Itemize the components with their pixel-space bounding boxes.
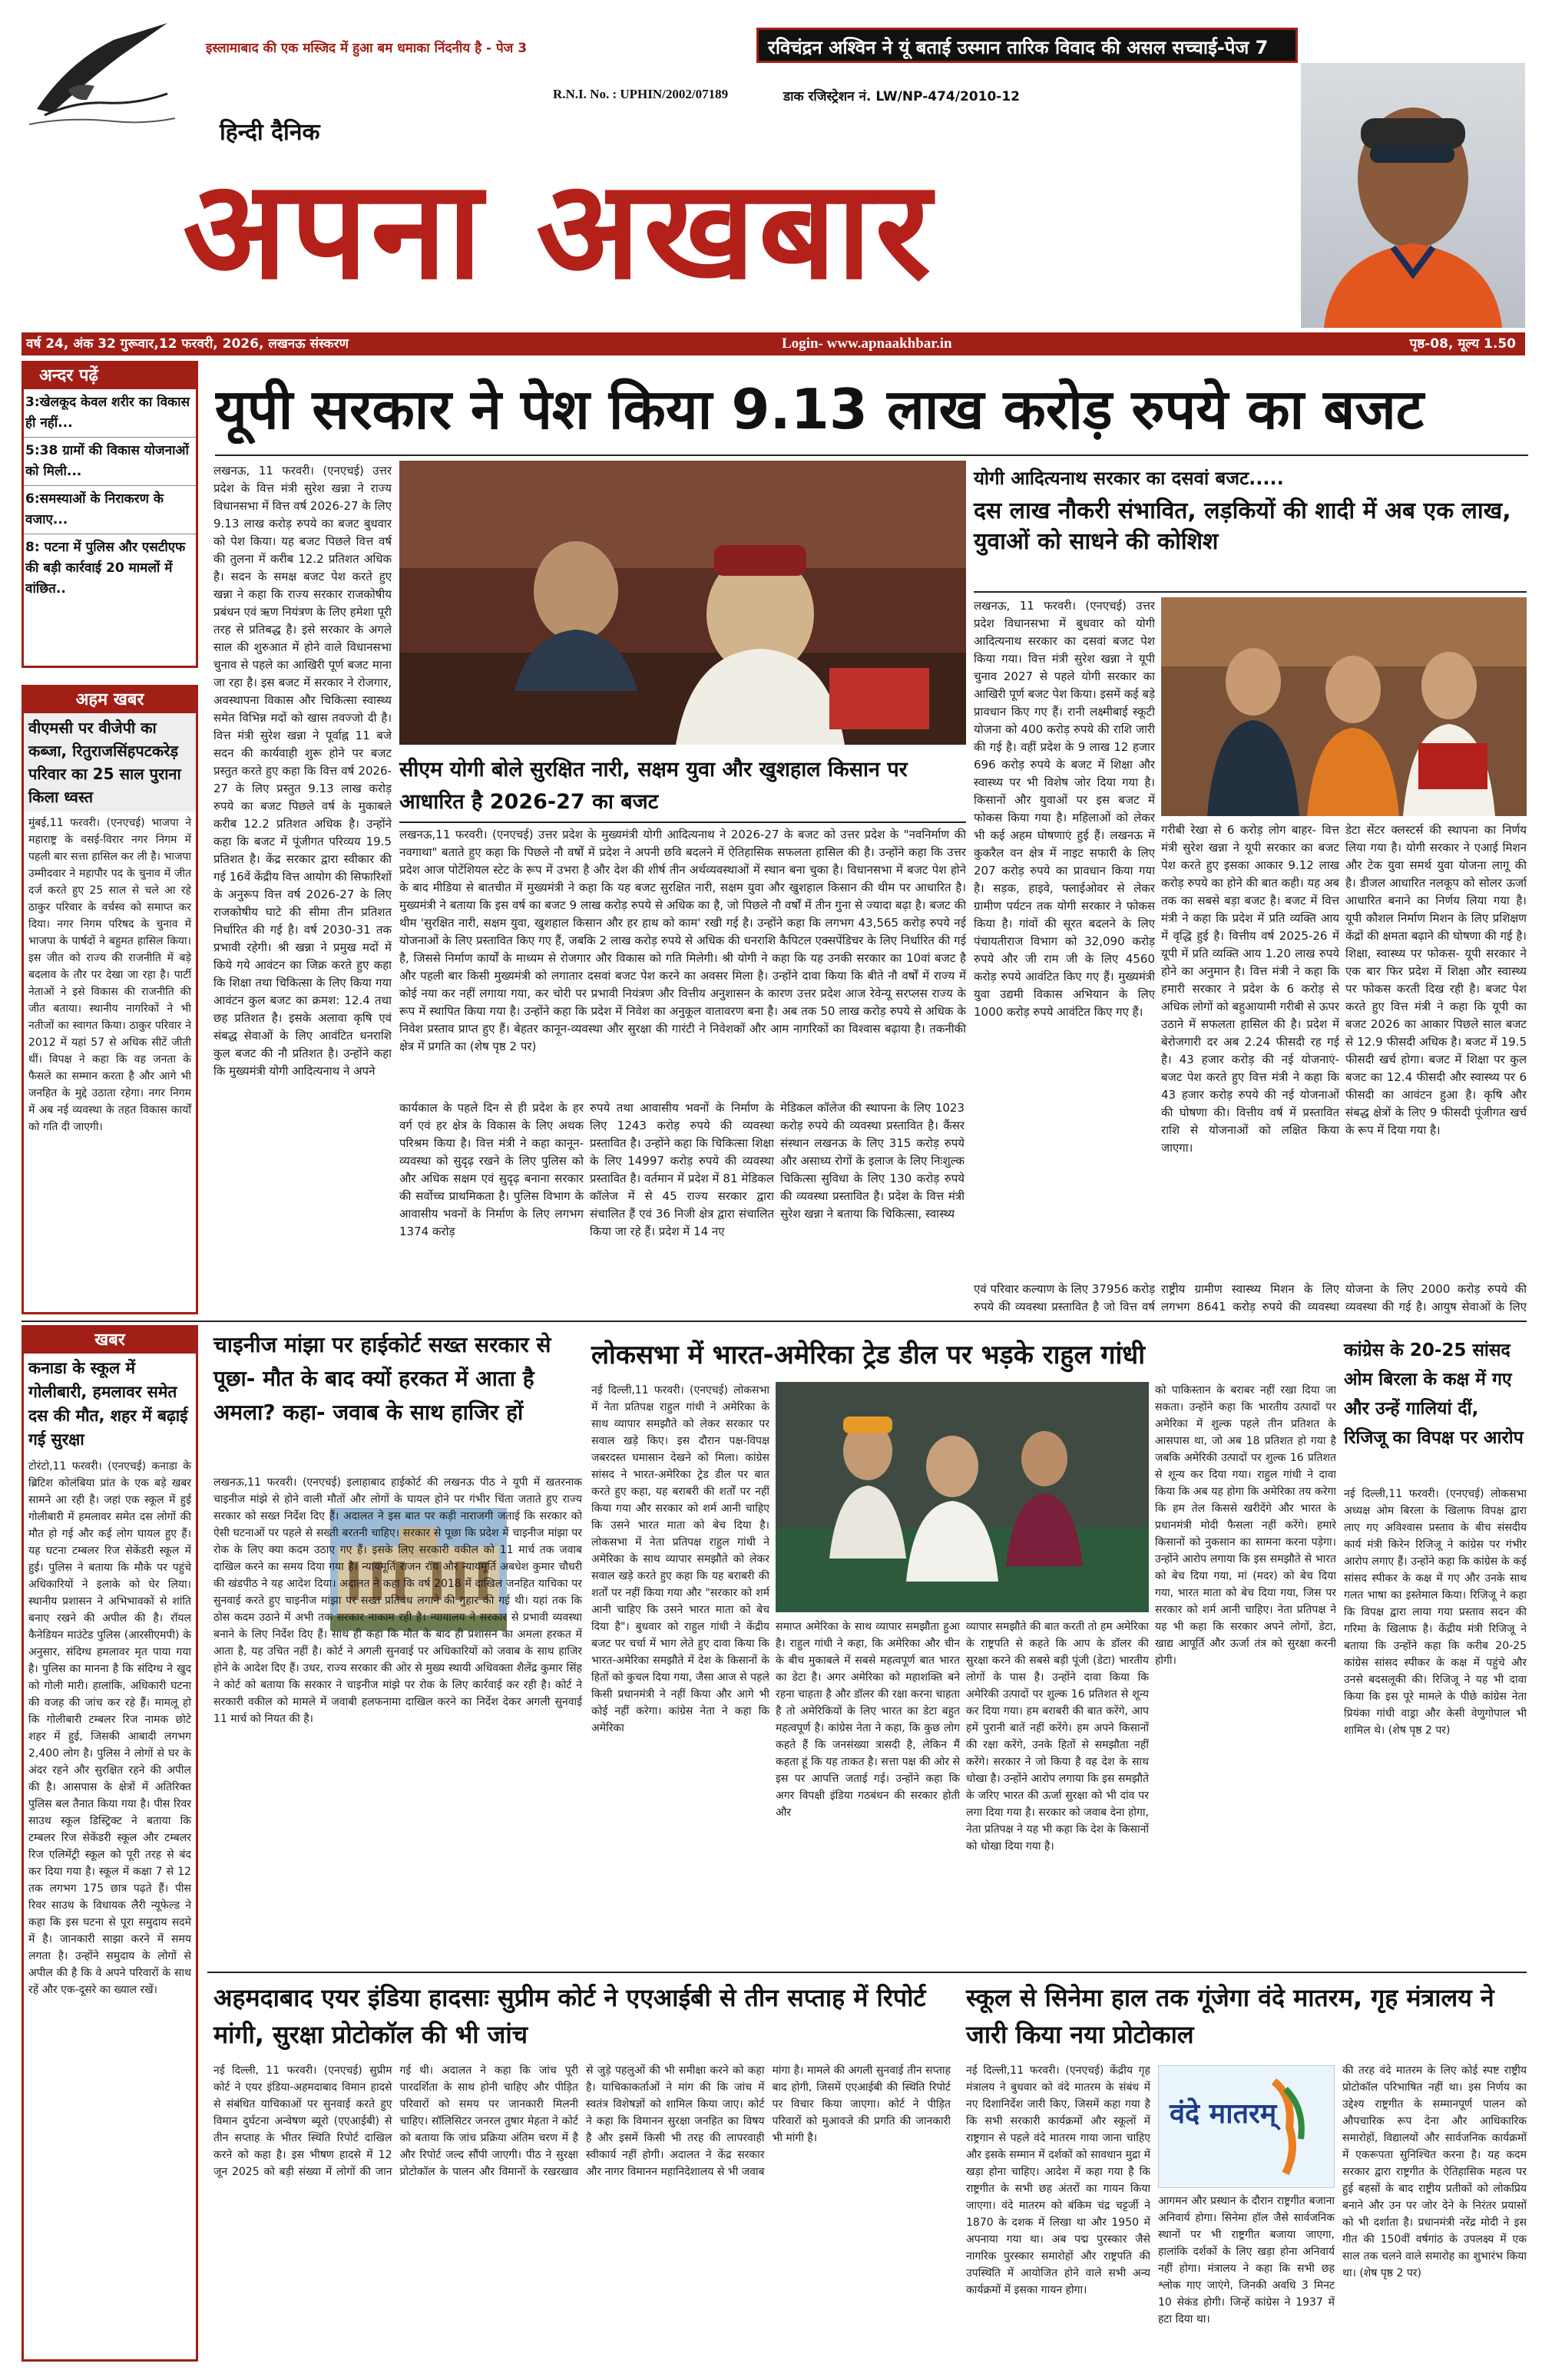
rni-number: R.N.I. No. : UPHIN/2002/07189 bbox=[553, 87, 729, 101]
tagline: हिन्दी दैनिक bbox=[220, 119, 320, 146]
khabar-headline[interactable]: कनाडा के स्कूल में गोलीबारी, हमलावर समेत दस की मौत, शहर में बढ़ाई गई सुरक्षा bbox=[28, 1359, 188, 1449]
cm-story-col-c: मेडिकल कॉलेज की स्थापना के लिए 1023 करोड़ रुपये की व्यवस्था प्रस्तावित है। कैंसर संस्थान लखनऊ के लिए 315 करोड़ रुपये और असाध्य रोगों के इलाज के लिए निःशुल्क चिकित्सा सुविधा के लिए 130 करोड़ रुपये की व्यवस्था प्रस्तावित है। प्रदेश के वित्त मंत्री सुरेश खन्ना ने बताया कि चिकित्सा, स्वास्थ्य bbox=[780, 1101, 965, 1221]
divider bbox=[399, 821, 966, 823]
important-news-box bbox=[22, 685, 198, 1314]
manjha-headline[interactable]: चाइनीज मांझा पर हाईकोर्ट सख्त सरकार से पूछा- मौत के बाद क्यों हरकत में आता है अमला? कहा- जवाब के साथ हाजिर हों bbox=[213, 1332, 551, 1425]
yogi-story-row-2: राष्ट्रीय ग्रामीण स्वास्थ्य मिशन के लिए लगभग 8641 करोड़ रुपये की व्यवस्था bbox=[1161, 1282, 1339, 1314]
rahul-col-3: व्यापार समझौते की बात करती तो हम अमेरिका के राष्ट्रपति से कहते कि आप के डॉलर की सुरक्षा करने की सबसे बड़ी पूंजी (डेटा) भारतीय लोगों के पास है। उन्होंने दावा किया कि अमेरिकी उत्पादों पर शुल्क 16 प्रतिशत से शून्य कर दिया गया। हम बराबरी की बात करेंगे, आप हमें पुरानी बातें नहीं करेंगे। हम अपने किसानों की रक्षा करेंगे, उनके हितों से समझौता नहीं करेंगे। सरकार ने जो किया है वह देश के साथ धोखा है। उन्होंने आरोप लगाया कि इस समझौते के जरिए भारत की ऊर्जा सुरक्षा को भी दांव पर लगा दिया गया है। सरकार को जवाब देना होगा, नेता प्रतिपक्ष ने यह भी कहा कि देश के किसानों को धोखा दिया गया है। bbox=[966, 1621, 1149, 1853]
newspaper-title: अपना अखबार bbox=[183, 150, 935, 309]
vande-body-3: की तरह वंदे मातरम के लिए कोई स्पष्ट राष्ट्रीय प्रोटोकॉल परिभाषित नहीं था। इस निर्णय का उद्देश्य राष्ट्रगीत के सम्मानपूर्ण पालन को औपचारिक रूप देना और आधिकारिक समारोहों, विद्यालयों और सार्वजनिक कार्यक्रमों में एकरूपता सुनिश्चित करना है। यह कदम सरकार द्वारा राष्ट्रगीत के ऐतिहासिक महत्व पर हुई बहसों के बाद राष्ट्रीय प्रतीकों को लोकप्रिय बनाने और उन पर जोर देने के निरंतर प्रयासों को भी दर्शाता है। प्रधानमंत्री नरेंद्र मोदी ने इस गीत की 150वीं वर्षगांठ के उपलक्ष्य में एक साल तक चलने वाले समारोह का शुभारंभ किया था। (शेष पृष्ठ 2 पर) bbox=[1342, 2064, 1527, 2279]
yogi-story-col-1: लखनऊ, 11 फरवरी। (एनएचई) उत्तर प्रदेश विधानसभा में बुधवार को योगी आदित्यनाथ सरकार का दसवां बजट पेश किया गया। वित्त मंत्री सुरेश खन्ना ने यूपी चुनाव 2027 से पहले योगी सरकार का आखिरी पूर्ण बजट पेश किया। इसमें कई बड़े प्रावधान किए गए हैं। रानी लक्ष्मीबाई स्कूटी योजना को 400 करोड़ रुपये की राशि जारी की गई है। वहीं प्रदेश के 9 लाख 12 हजार 696 करोड़ रुपये के बजट में शिक्षा और स्वास्थ्य पर भी विशेष जोर दिया गया है। किसानों और युवाओं पर इस बजट में फोकस किया गया है। महिलाओं को लेकर भी कई अहम घोषणाएं हुई हैं। लखनऊ में कुकरैल वन क्षेत्र में नाइट सफारी के लिए 207 करोड़ रुपये का प्रावधान किया गया है। सड़क, हाइवे, फ्लाईओवर से लेकर ग्रामीण पर्यटन तक योगी सरकार ने फोकस किया है। गांवों की सूरत बदलने के लिए पंचायतीराज विभाग को 32,090 करोड़ रुपये और जी राम जी के लिए 4560 करोड़ रुपये आवंटित किए गए हैं। मुख्यमंत्री युवा उद्यमी विकास अभियान के लिए 1000 करोड़ रुपये आवंटित किए गए हैं। bbox=[974, 599, 1155, 1019]
important-news-headline[interactable]: वीएमसी पर वीजेपी का कब्जा, रितुराजसिंहपटकरेड़ परिवार का 25 साल पुराना किला ध्वस्त bbox=[24, 713, 196, 812]
inside-item[interactable]: 5:38 ग्रामों की विकास योजनाओं को मिली... bbox=[24, 438, 196, 486]
postal-registration: डाक रजिस्ट्रेशन नं. LW/NP-474/2010-12 bbox=[783, 89, 1020, 104]
yogi-story-headline[interactable]: दस लाख नौकरी संभावित, लड़कियों की शादी में अब एक लाख, युवाओं को साधने की कोशिश bbox=[974, 497, 1511, 555]
page-price: पृष्ठ-08, मूल्य 1.50 bbox=[1409, 336, 1516, 352]
vande-body-1: नई दिल्ली,11 फरवरी। (एनएचई) केंद्रीय गृह मंत्रालय ने बुधवार को वंदे मातरम के संबंध में नए दिशानिर्देश जारी किए, जिसमें कहा गया है कि सभी सरकारी कार्यक्रमों और स्कूलों में राष्ट्रगान से पहले वंदे मातरम गाया जाना चाहिए और इसके सम्मान में दर्शकों को सावधान मुद्रा में खड़ा होना चाहिए। आदेश में कहा गया है कि राष्ट्रगीत के सभी छह अंतरों का गायन किया जाएगा। वंदे मातरम को बंकिम चंद्र चट्टर्जी ने 1870 के दशक में लिखा था और 1950 में अपनाया गया था। अब पद्म पुरस्कार जैसे नागरिक पुरस्कार समारोहों और राष्ट्रपति की उपस्थिति में आयोजित होने वाले सभी अन्य कार्यक्रमों में इसका गायन होगा। bbox=[966, 2064, 1150, 2296]
lead-headline[interactable]: यूपी सरकार ने पेश किया 9.13 लाख करोड़ रुपये का बजट bbox=[215, 377, 1425, 441]
cm-story-col-a: कार्यकाल के पहले दिन से ही प्रदेश के हर वर्ग एवं हर क्षेत्र के विकास के लिए अथक परिश्रम किया है। वित्त मंत्री ने कहा कानून-व्यवस्था को सुदृढ़ रखने के लिए पुलिस को और अधिक सक्षम एवं सुदृढ़ बनाना सरकार की सर्वोच्च प्राथमिकता है। पुलिस विभाग के आवासीय भवनों के निर्माण के लिए लगभग 1374 करोड़ bbox=[399, 1101, 584, 1238]
divider bbox=[22, 1321, 1527, 1322]
rahul-col-2: समाप्त अमेरिका के साथ व्यापार समझौता हुआ है। राहुल गांधी ने कहा, कि अमेरिका और चीन के बीच मुकाबले में सबसे महत्वपूर्ण बात भारत का डेटा है। अगर अमेरिका को महाशक्ति बने रहना चाहता है और डॉलर की रक्षा करना चाहता है तो अमेरिकियों के लिए भारत का डेटा बहुत महत्वपूर्ण है। कांग्रेस नेता ने कहा, कि कुछ लोग कहते हैं कि जनसंख्या त्रासदी है, लेकिन मैं कहता हूं कि यह ताकत है। सत्ता पक्ष की ओर से इस पर आपत्ति जताई गई। उन्होंने कहा कि अगर विपक्षी इंडिया गठबंधन की सरकार होती और bbox=[776, 1621, 960, 1819]
yogi-story-kicker: योगी आदित्यनाथ सरकार का दसवां बजट..... bbox=[974, 468, 1284, 489]
rahul-headline[interactable]: लोकसभा में भारत-अमेरिका ट्रेड डील पर भड़के राहुल गांधी bbox=[591, 1340, 1146, 1370]
photo-caption: सीएम योगी बोले सुरक्षित नारी, सक्षम युवा और खुशहाल किसान पर आधारित है 2026-27 का बजट bbox=[399, 758, 908, 814]
inside-item[interactable]: 6:समस्याओं के निराकरण के वजाए... bbox=[24, 486, 196, 534]
budget-session-photo bbox=[399, 461, 966, 745]
vande-logo-text: वंदे मातरम् bbox=[1170, 2098, 1277, 2130]
khabar-box bbox=[22, 1325, 198, 2362]
lead-body: लखनऊ, 11 फरवरी। (एनएचई) उत्तर प्रदेश के वित्त मंत्री सुरेश खन्ना ने राज्य विधानसभा में वित्त वर्ष 2026-27 के लिए 9.13 लाख करोड़ रुपये का बजट बुधवार को पेश किया। यह बजट पिछले वित्त वर्ष की तुलना में करीब 12.2 प्रतिशत अधिक है। सदन के समक्ष बजट पेश करते हुए खन्ना ने कहा कि राज्य सरकार राजकोषीय प्रबंधन एवं ऋण नियंत्रण के लिए हमेशा पूरी तरह से प्रतिबद्ध है। इसे सरकार के अगले साल की शुरुआत में होने वाले विधानसभा चुनाव से पहले का आखिरी पूर्ण बजट माना जा रहा है। इस बजट में सरकार ने रोजगार, अवस्थापना विकास और चिकित्सा स्वास्थ्य समेत विभिन्न मदों को खास तवज्जो दी है। वित्त मंत्री सुरेश खन्ना ने पूर्वाह्न 11 बजे सदन की कार्यवाही शुरू होने पर बजट प्रस्तुत करते हुए कहा कि वित्त वर्ष 2026-27 के लिए प्रस्तुत 9.13 लाख करोड़ रुपये का बजट पिछले वर्ष के मुकाबले करीब 12.2 प्रतिशत अधिक है। उन्होंने कहा कि बजट में पूंजीगत परिव्यय 19.5 प्रतिशत है। केंद्र सरकार द्वारा स्वीकार की गई 16वें केंद्रीय वित्त आयोग की सिफारिशों के अनुरूप वित्त वर्ष 2026-27 के लिए राजकोषीय घाटे की सीमा तीन प्रतिशत निर्धारित की गई है। वर्ष 2030-31 तक प्रभावी रहेगी। श्री खन्ना ने प्रमुख मदों में किये गये आवंटन का जिक्र करते हुए कहा कि शिक्षा तथा चिकित्सा के लिए किया गया आवंटन कुल बजट का क्रमश: 12.4 तथा छह प्रतिशत है। इसके अलावा कृषि एवं संबद्ध सेवाओं के लिए आवंटित धनराशि कुल बजट की नौ प्रतिशत है। उन्होंने कहा कि मुख्यमंत्री योगी आदित्यनाथ ने अपने bbox=[213, 464, 392, 1078]
vande-body-2: आगमन और प्रस्थान के दौरान राष्ट्रगीत बजाना अनिवार्य होगा। सिनेमा हॉल जैसे सार्वजनिक स्थानों पर भी राष्ट्रगीत बजाया जाएगा, हालांकि दर्शकों के लिए खड़ा होना अनिवार्य नहीं होगा। मंत्रालय ने कहा कि सभी छह श्लोक गाए जाएंगे, जिनकी अवधि 3 मिनट 10 सेकंड होगी। जिन्हें कांग्रेस ने 1937 में हटा दिया था। bbox=[1158, 2195, 1335, 2325]
yogi-budget-photo bbox=[1161, 597, 1527, 816]
pen-hand-logo-icon bbox=[22, 17, 183, 132]
om-birla-headline[interactable]: कांग्रेस के 20-25 सांसद ओम बिरला के कक्ष में गए और उन्हें गालियां दीं, रिजिजू का विपक्ष पर आरोप bbox=[1344, 1340, 1524, 1448]
yogi-story-row-3: योजना के लिए 2000 करोड़ रुपये की व्यवस्था की गई है। आयुष सेवाओं के लिए bbox=[1345, 1282, 1527, 1314]
inside-box bbox=[22, 361, 198, 668]
teaser-right[interactable]: रविचंद्रन अश्विन ने यूं बताई उस्मान तारिक विवाद की असल सच्चाई-पेज 7 bbox=[756, 28, 1298, 63]
rahul-col-1: नई दिल्ली,11 फरवरी। (एनएचई) लोकसभा में नेता प्रतिपक्ष राहुल गांधी ने अमेरिका के साथ व्यापार समझौते को लेकर सरकार पर सवाल खड़े किए। इस दौरान पक्ष-विपक्ष जबरदस्त घमासान देखने को मिला। कांग्रेस सांसद ने भारत-अमेरिका ट्रेड डील पर बात करते हुए कहा, यह बराबरी की शर्तों पर नहीं किया गया और सरकार को शर्म आनी चाहिए कि उसने भारत माता को बेच दिया है। लोकसभा में नेता प्रतिपक्ष राहुल गांधी ने अमेरिका के साथ व्यापार समझौते को लेकर सवाल खड़े करते हुए कहा कि यह बराबरी की शर्तों पर नहीं किया गया और "सरकार को शर्म आनी चाहिए कि उसने भारत माता को बेच दिया है"। बुधवार को राहुल गांधी ने केंद्रीय बजट पर चर्चा में भाग लेते हुए दावा किया कि भारत-अमेरिका समझौते में देश के किसानों के हितों को कुचल दिया गया, जैसा आज से पहले किसी प्रधानमंत्री ने नहीं किया और आगे भी कोई नहीं करेगा। कांग्रेस नेता ने कहा कि अमेरिका bbox=[591, 1384, 769, 1734]
vande-mataram-logo bbox=[1158, 2065, 1335, 2188]
issue-info: वर्ष 24, अंक 32 गुरूवार,12 फरवरी, 2026, लखनऊ संस्करण bbox=[26, 336, 349, 352]
air-india-headline[interactable]: अहमदाबाद एयर इंडिया हादसाः सुप्रीम कोर्ट ने एएआईबी से तीन सप्ताह में रिपोर्ट मांगी, सुरक्षा प्रोटोकॉल की भी जांच bbox=[213, 1983, 926, 2049]
yogi-story-row-1: एवं परिवार कल्याण के लिए 37956 करोड़ रुपये की व्यवस्था प्रस्तावित है जो वित्त वर्ष bbox=[974, 1282, 1155, 1314]
teaser-left[interactable]: इस्लामाबाद की एक मस्जिद में हुआ बम धमाका निंदनीय है - पेज 3 bbox=[206, 41, 528, 56]
air-india-body: नई दिल्ली, 11 फरवरी। (एनएचई) सुप्रीम कोर्ट ने एयर इंडिया-अहमदाबाद विमान हादसे से संबंधित याचिकाओं पर सुनवाई करते हुए विमान दुर्घटना अन्वेषण ब्यूरो (एएआईबी) से तीन सप्ताह के भीतर स्थिति रिपोर्ट दाखिल करने को कहा है। इस भीषण हादसे में 12 जून 2025 को बड़ी संख्या में लोगों की जान गई थी। अदालत ने कहा कि जांच पूरी पारदर्शिता के साथ होनी चाहिए और पीड़ित परिवारों को समय पर जानकारी मिलनी चाहिए। सॉलिसिटर जनरल तुषार मेहता ने कोर्ट को बताया कि जांच प्रक्रिया अंतिम चरण में है और रिपोर्ट जल्द सौंपी जाएगी। पीठ ने सुरक्षा प्रोटोकॉल के पालन और विमानों के रखरखाव से जुड़े पहलुओं की भी समीक्षा करने को कहा है। याचिकाकर्ताओं ने मांग की कि जांच में स्वतंत्र विशेषज्ञों को शामिल किया जाए। कोर्ट ने कहा कि विमानन सुरक्षा जनहित का विषय है और इसमें किसी भी तरह की लापरवाही स्वीकार्य नहीं होगी। अदालत ने केंद्र सरकार और नागर विमानन महानिदेशालय से भी जवाब मांगा है। मामले की अगली सुनवाई तीन सप्ताह बाद होगी, जिसमें एएआईबी की स्थिति रिपोर्ट पर विचार किया जाएगा। कोर्ट ने पीड़ित परिवारों को मुआवजे की प्रगति की जानकारी भी मांगी है। bbox=[213, 2064, 951, 2178]
inside-heading: अन्दर पढ़ें bbox=[24, 363, 196, 389]
ashwin-photo bbox=[1301, 63, 1525, 328]
vande-mataram-headline[interactable]: स्कूल से सिनेमा हाल तक गूंजेगा वंदे मातरम, गृह मंत्रालय ने जारी किया नया प्रोटोकाल bbox=[966, 1983, 1494, 2049]
cm-story-body: लखनऊ,11 फरवरी। (एनएचई) उत्तर प्रदेश के मुख्यमंत्री योगी आदित्यनाथ ने 2026-27 के बजट को उत्तर प्रदेश के "नवनिर्माण की नवगाथा" बताते हुए कहा कि पिछले नौ वर्षों में प्रदेश ने अपनी छवि बदलने में ऐतिहासिक सफलता हासिल की है। उन्होंने कहा कि उत्तर प्रदेश आज पोटेंशियल स्टेट के रूप में उभरा है और देश की शीर्ष तीन अर्थव्यवस्थाओं में स्थान बना चुका है। विधानसभा में बजट पेश होने के बाद मीडिया से बातचीत में मुख्यमंत्री ने कहा कि यह बजट सुरक्षित नारी, सक्षम युवा और खुशहाल किसान की थीम पर आधारित है। मुख्यमंत्री ने बताया कि इस वर्ष का बजट 9 लाख करोड़ रुपये से अधिक का है, जो पिछले नौ वर्षों में तीन गुना से ज्यादा बढ़ा है। बजट की थीम 'सुरक्षित नारी, सक्षम युवा, खुशहाल किसान और हर हाथ को काम' रखी गई है। उन्होंने कहा कि लगभग 43,565 करोड़ रुपये नई योजनाओं के लिए प्रस्तावित किए गए हैं, जबकि 2 लाख करोड़ रुपये से अधिक की धनराशि कैपिटल एक्सपेंडिचर के लिए निर्धारित की गई है, जिससे निर्माण कार्यों के माध्यम से रोजगार और विकास को गति मिलेगी। श्री योगी ने कहा कि यह उनकी सरकार का 10वां बजट है और पहली बार किसी मुख्यमंत्री को लगातार दसवां बजट पेश करने का अवसर मिला है। उन्होंने दावा किया कि बीते नौ वर्षों में राज्य में कोई नया कर नहीं लगाया गया, कर चोरी पर प्रभावी नियंत्रण और वित्तीय अनुशासन के कारण उत्तर प्रदेश आज रेवेन्यू सरप्लस राज्य के रूप में स्थापित किया गया है। उन्होंने कहा कि प्रदेश में निवेश का अनुकूल वातावरण बना है। अब तक 50 लाख करोड़ रुपये से अधिक के निवेश प्रस्ताव प्राप्त हुए हैं। बेहतर कानून-व्यवस्था और सुरक्षा की गारंटी ने निवेशकों और आम नागरिकों का विश्वास बढ़ाया है। तकनीकी क्षेत्र में प्रगति का (शेष पृष्ठ 2 पर) bbox=[399, 828, 966, 1053]
important-news-body: मुंबई,11 फरवरी। (एनएचई) भाजपा ने महाराष्ट्र के वसई-विरार नगर निगम में पहली बार सत्ता हासिल कर ली है। भाजपा उम्मीदवार ने महापौर पद के चुनाव में जीत दर्ज करते हुए 25 साल से चले आ रहे ठाकुर परिवार के वर्चस्व को समाप्त कर दिया। नगर निगम परिषद के चुनाव में भाजपा के पार्षदों ने बहुमत हासिल किया। इस जीत को राज्य की राजनीति में बड़े बदलाव के तौर पर देखा जा रहा है। पार्टी नेताओं ने इसे विकास की राजनीति की जीत बताया। स्थानीय नागरिकों ने भी नतीजों का स्वागत किया। ठाकुर परिवार ने 2012 में यहां 57 से अधिक सीटें जीती थीं। विपक्ष ने कहा कि वह जनता के फैसले का सम्मान करता है और आगे भी जनहित के मुद्दे उठाता रहेगा। नगर निगम में अब नई व्यवस्था के तहत विकास कार्यों को गति दी जाएगी। bbox=[28, 817, 191, 1133]
cm-story-col-b: रुपये तथा आवासीय भवनों के निर्माण के लिए 1243 करोड़ रुपये की व्यवस्था प्रस्तावित है। उन्होंने कहा कि चिकित्सा शिक्षा के लिए 14997 करोड़ रुपये की व्यवस्था प्रस्तावित है। वर्तमान में प्रदेश में 81 मेडिकल कॉलेज में से 45 राज्य सरकार द्वारा संचालित हैं एवं 36 निजी क्षेत्र द्वारा संचालित किया जा रहे हैं। प्रदेश में 14 नए bbox=[590, 1101, 774, 1238]
inside-item[interactable]: 8: पटना में पुलिस और एसटीएफ की बड़ी कार्रवाई 20 मामलों में वांछित.. bbox=[25, 540, 186, 597]
khabar-body: टोरंटो,11 फरवरी। (एनएचई) कनाडा के ब्रिटिश कोलंबिया प्रांत के एक बड़े खबर सामने आ रही है। जहां एक स्कूल में हुई गोलीबारी में हमलावर समेत दस लोगों की मौत हो गई और कई लोग घायल हुए हैं। यह घटना टम्बलर रिज सेकेंडरी स्कूल में हुई। पुलिस ने बताया कि मौके पर पहुंचे अधिकारियों ने इलाके को घेर लिया। स्थानीय प्रशासन ने अभिभावकों से शांति बनाए रखने की अपील की है। रॉयल कैनेडियन माउंटेड पुलिस (आरसीएमपी) के अनुसार, संदिग्ध हमलावर मृत पाया गया है। पुलिस का मानना है कि संदिग्ध ने खुद को गोली मारी। हालांकि, अधिकारी घटना की वजह की जांच कर रहे हैं। मामलू हो कि गोलीबारी टम्बलर रिज नामक छोटे शहर में हुई, जिसकी आबादी लगभग 2,400 लोग है। पुलिस ने लोगों से घर के अंदर रहने और सुरक्षित रहने की अपील की है। आसपास के क्षेत्रों में अतिरिक्त पुलिस बल तैनात किया गया है। पीस रिवर साउथ स्कूल डिस्ट्रिक्ट ने बताया कि टम्बलर रिज सेकेंडरी स्कूल और टम्बलर रिज एलिमेंट्री स्कूल को पूरी तरह से बंद कर दिया गया है। स्कूल में कक्षा 7 से 12 तक लगभग 175 छात्र पढ़ते हैं। पीस रिवर साउथ के विधायक लैरी न्यूफेल्ड ने कहा कि इस घटना से पूरा समुदाय सदमे में है। जानकारी साझा करने में समय लगता है। उन्होंने समुदाय के लोगों से अपील की है कि वे अपने परिवारों के साथ रहें और एक-दूसरे का ख्याल रखें। bbox=[28, 1460, 191, 1996]
yogi-story-col-3: डेटा सेंटर क्लस्टर्स की स्थापना का निर्णय लिया गया है। योगी सरकार ने एआई मिशन और टेक युवा समर्थ युवा योजना लागू की है। डीजल आधारित नलकूप को सोलर ऊर्जा आधारित बनाने का निर्णय लिया गया है। यूपी कौशल निर्माण मिशन के लिए प्रशिक्षण केंद्रों की क्षमता बढ़ाने की घोषणा की गई है। शिक्षा, स्वास्थ्य पर फोकस- यूपी सरकार ने एक बार फिर प्रदेश में शिक्षा और स्वास्थ्य पर फोकस करती दिख रही है। बजट पेश करते हुए वित्त मंत्री ने कहा कि यूपी का बजट 2026 का आकार पिछले साल बजट से 12.9 फीसदी अधिक है। बजट में 19.5 फीसदी खर्च होगा। बजट में शिक्षा पर कुल बजट का 12.4 फीसदी और स्वास्थ्य पर 6 फीसदी का आवंटन हुआ है। कृषि और संबद्ध क्षेत्रों के लिए 9 फीसदी पूंजीगत खर्च के रूप में दिया गया है। bbox=[1345, 823, 1527, 1137]
inside-item[interactable]: 3:खेलकूद केवल शरीर का विकास ही नहीं... bbox=[24, 389, 196, 438]
important-news-heading: अहम खबर bbox=[24, 687, 196, 713]
divider bbox=[207, 1972, 1527, 1973]
divider bbox=[215, 455, 1528, 456]
yogi-story-col-2: गरीबी रेखा से 6 करोड़ लोग बाहर- वित्त मंत्री सुरेश खन्ना ने यूपी सरकार का बजट पेश करते हुए इसका आकार 9.12 लाख करोड़ रुपये का होने की बात कही। यह अब तक का सबसे बड़ा बजट है। बजट में वित्त मंत्री ने कहा कि प्रदेश में प्रति व्यक्ति आय में वृद्धि हुई है। वित्तीय वर्ष 2025-26 में यूपी में प्रति व्यक्ति आय 1.20 लाख रुपये होने का अनुमान है। वित्त मंत्री ने कहा कि हमारी सरकार ने प्रदेश के 6 करोड़ से अधिक लोगों को बहुआयामी गरीबी से ऊपर उठाने में सफलता हासिल की है। प्रदेश में बेरोजगारी दर अब 2.24 फीसदी रह गई है। 43 हजार करोड़ की नई योजनाएं- बजट पेश करते हुए वित्त मंत्री ने कहा कि 43 हजार करोड़ रुपये की नई योजनाओं की घोषणा की। वित्तीय वर्ष में प्रस्तावित राशि से योजनाओं को लक्षित किया जाएगा। bbox=[1161, 823, 1339, 1155]
khabar-heading: खबर bbox=[24, 1327, 196, 1354]
manjha-body: लखनऊ,11 फरवरी। (एनएचई) इलाहाबाद हाईकोर्ट की लखनऊ पीठ ने यूपी में खतरनाक चाइनीज मांझे से होने वाली मौतों और लोगों के घायल होने पर गंभीर चिंता जताते हुए राज्य सरकार को सख्त निर्देश दिए हैं। अदालत ने इस बात पर कड़ी नाराजगी जताई कि सरकार को ऐसी घटनाओं पर पहले से सख्ती बरतनी चाहिए। सरकार से पूछा कि प्रदेश में चाइनीज मांझा पर रोक के लिए क्या कदम उठाए गए हैं। इसके लिए सरकारी वकील को 11 मार्च तक जवाब दाखिल करने का समय दिया गया है। न्यायमूर्ति राजन रॉय और न्यायमूर्ति अबधेश कुमार चौधरी की खंडपीठ ने यह आदेश दिया। अदालत ने कहा कि वर्ष 2018 में दाखिल जनहित याचिका पर सुनवाई करते हुए चाइनीज मांझा पर सख्त प्रतिबंध लगाने की गुहार की गई थी। यहां तक कि ठोस कदम उठाने में अभी तक सरकार नाकाम रही है। न्यायालय ने सरकार से प्रभावी व्यवस्था बनाने के लिए निर्देश दिए हैं। साथ ही कहा कि मौत के बाद ही प्रशासन का अमला हरकत में आता है, यह उचित नहीं है। कोर्ट ने अगली सुनवाई पर अधिकारियों को जवाब के साथ हाजिर होने के आदेश दिए हैं। उधर, राज्य सरकार की ओर से मुख्य स्थायी अधिवक्ता शैलेंद्र कुमार सिंह ने कोर्ट को बताया कि सरकार ने चाइनीज मांझे पर रोक के लिए कार्रवाई कर रही है। कोर्ट ने सरकारी वकील को मामले में जवाबी हलफनामा दाखिल करने का निर्देश देकर अगली सुनवाई 11 मार्च को नियत की है। bbox=[213, 1476, 582, 1725]
info-bar bbox=[22, 332, 1525, 355]
om-birla-body: नई दिल्ली,11 फरवरी। (एनएचई) लोकसभा अध्यक्ष ओम बिरला के खिलाफ विपक्ष द्वारा लाए गए अविश्वास प्रस्ताव के बीच संसदीय कार्य मंत्री किरेन रिजिजू ने कांग्रेस पर गंभीर आरोप लगाए हैं। उन्होंने कहा कि कांग्रेस के कई सांसद स्पीकर के कक्ष में गए और उनके साथ गलत भाषा का इस्तेमाल किया। रिजिजू ने कहा कि विपक्ष द्वारा लाया गया प्रस्ताव सदन की गरिमा के खिलाफ है। केंद्रीय मंत्री रिजिजू ने बताया कि उन्होंने कहा कि करीब 20-25 कांग्रेस सांसद स्पीकर के कक्ष में पहुंचे और उनसे बदसलूकी की। रिजिजू ने यह भी दावा किया कि इस पूरे मामले के पीछे कांग्रेस नेता प्रियंका गांधी वाड्रा और केसी वेणुगोपाल भी शामिल थे। (शेष पृष्ठ 2 पर) bbox=[1344, 1488, 1527, 1737]
website-login-link[interactable]: Login- www.apnaakhbar.in bbox=[782, 336, 952, 352]
divider bbox=[974, 591, 1527, 593]
rahul-col-4: को पाकिस्तान के बराबर नहीं रखा दिया जा सकता। उन्होंने कहा कि भारतीय उत्पादों पर अमेरिका में शुल्क पहले तीन प्रतिशत के आसपास था, जो अब 18 प्रतिशत हो गया है जबकि अमेरिकी उत्पादों पर शुल्क 16 प्रतिशत से शून्य कर दिया गया। राहुल गांधी ने दावा किया कि अब यह होगा कि अमेरिका तय करेगा कि हम तेल किससे खरीदेंगे और भारत के प्रधानमंत्री मोदी फैसला नहीं करेंगे। हमारे किसानों को नुकसान का सामना करना पड़ेगा। उन्होंने आरोप लगाया कि इस समझौते से भारत को बेच दिया गया, मां (मदर) को बेच दिया गया, भारत माता को बेच दिया गया, जिस पर सरकार को शर्म आनी चाहिए। नेता प्रतिपक्ष ने यह भी कहा कि सरकार अपने लोगों, डेटा, खाद्य आपूर्ति और ऊर्जा तंत्र को सुरक्षा करनी होगी। bbox=[1155, 1384, 1336, 1667]
lok-sabha-photo bbox=[776, 1382, 1149, 1612]
